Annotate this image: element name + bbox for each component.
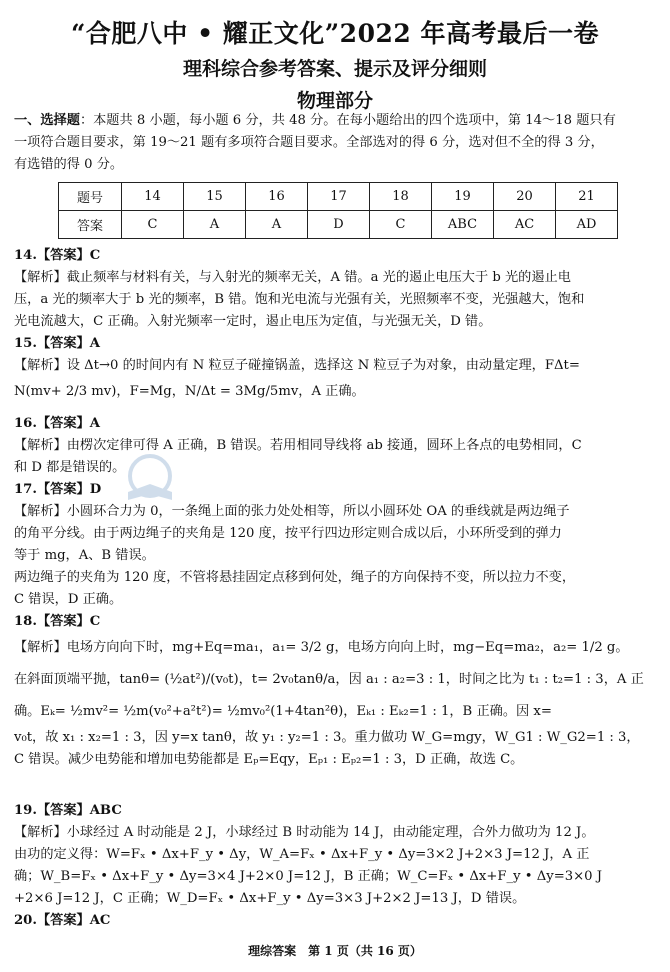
table-cell: 17 <box>308 183 370 211</box>
explanation-line: 和 D 都是错误的。 <box>14 460 126 475</box>
explanation-line: N(mv+ 2/3 mv)，F=Mg，N/Δt = 3Mg/5mv，A 正确。 <box>14 384 365 399</box>
table-cell: 14 <box>122 183 184 211</box>
answer-line: 14.【答案】C <box>14 248 101 263</box>
question-14 <box>14 245 659 333</box>
answer-table <box>58 182 618 239</box>
table-cell: C <box>370 211 432 239</box>
part1-text-3: 有选错的得 0 分。 <box>14 157 124 172</box>
table-cell: 15 <box>184 183 246 211</box>
explanation-line: 光电流越大，C 正确。入射光频率一定时，遏止电压为定值，与光强无关，D 错。 <box>14 314 492 329</box>
explanation-line: +2×6 J=12 J，C 正确；W_D=Fₓ • Δx+F_y • Δy=3×3 J+2×2 J=13 J，D 错误。 <box>14 891 526 906</box>
answer-line: 17.【答案】D <box>14 482 102 497</box>
table-row-label: 答案 <box>59 211 122 239</box>
table-cell: 16 <box>246 183 308 211</box>
answer-line: 19.【答案】ABC <box>14 803 122 818</box>
table-cell: 21 <box>556 183 618 211</box>
table-row <box>59 183 618 211</box>
table-cell: 18 <box>370 183 432 211</box>
explanation-line: 等于 mg，A、B 错误。 <box>14 548 155 563</box>
explanation-line: 【解析】小球经过 A 时动能是 2 J，小球经过 B 时动能为 14 J，由动能定理，合外力做功为 12 J。 <box>14 825 595 840</box>
answer-line: 20.【答案】AC <box>14 913 111 928</box>
explanation-line: 在斜面顶端平抛，tanθ= (½at²)/(v₀t)，t= 2v₀tanθ/a，因 a₁ : a₂=3 : 1，时间之比为 t₁ : t₂=1 : 3，A 正 <box>14 672 644 687</box>
answer-line: 18.【答案】C <box>14 614 101 629</box>
explanation-line: C 错误，D 正确。 <box>14 592 123 607</box>
question-19 <box>14 800 659 910</box>
part1-text-2: 一项符合题目要求，第 19～21 题有多项符合题目要求。全部选对的得 6 分，选对但不全的得 3 分， <box>14 135 604 150</box>
table-row-label: 题号 <box>59 183 122 211</box>
answer-line: 16.【答案】A <box>14 416 100 431</box>
table-cell: A <box>246 211 308 239</box>
explanation-line: 确。Eₖ= ½mv²= ½m(v₀²+a²t²)= ½mv₀²(1+4tan²θ)，Eₖ₁ : Eₖ₂=1 : 1，B 正确。因 x= <box>14 704 552 719</box>
part1-text-1: ：本题共 8 小题，每小题 6 分，共 48 分。在每小题给出的四个选项中，第 14～18 题只有 <box>79 113 616 128</box>
table-cell: ABC <box>432 211 494 239</box>
page-footer: 理综答案 第 1 页（共 16 页） <box>248 944 422 958</box>
exam-title: “合肥八中 • 耀正文化”2022 年高考最后一卷 <box>71 19 599 48</box>
answer-line: 15.【答案】A <box>14 336 100 351</box>
table-row <box>59 211 618 239</box>
explanation-line: 由功的定义得：W=Fₓ • Δx+F_y • Δy，W_A=Fₓ • Δx+F_y • Δy=3×2 J+2×3 J=12 J，A 正 <box>14 847 590 862</box>
question-16 <box>14 413 659 479</box>
table-cell: AD <box>556 211 618 239</box>
section-title: 物理部分 <box>296 90 373 112</box>
table-cell: 20 <box>494 183 556 211</box>
exam-subtitle: 理科综合参考答案、提示及评分细则 <box>182 58 487 80</box>
explanation-line: 【解析】电场方向向下时，mg+Eq=ma₁，a₁= 3/2 g，电场方向向上时，mg−Eq=ma₂，a₂= 1/2 g。 <box>14 640 629 655</box>
table-cell: D <box>308 211 370 239</box>
explanation-line: 【解析】由楞次定律可得 A 正确，B 错误。若用相同导线将 ab 接通，圆环上各点的电势相同，C <box>14 438 582 453</box>
question-15 <box>14 333 659 407</box>
explanation-line: 【解析】设 Δt→0 的时间内有 N 粒豆子碰撞锅盖，选择这 N 粒豆子为对象，由动量定理，FΔt= <box>14 358 580 373</box>
part1-instructions <box>14 110 659 176</box>
explanation-line: v₀t，故 x₁ : x₂=1 : 3，因 y=x tanθ，故 y₁ : y₂=1 : 3。重力做功 W_G=mgy，W_G1 : W_G2=1 : 3， <box>14 730 640 745</box>
explanation-line: C 错误。减少电势能和增加电势能都是 Eₚ=Eqy，Eₚ₁ : Eₚ₂=1 : 3，D 正确，故选 C。 <box>14 752 524 767</box>
part1-heading: 一、选择题 <box>14 113 80 128</box>
question-20 <box>14 910 659 932</box>
table-cell: AC <box>494 211 556 239</box>
explanation-line: 确；W_B=Fₓ • Δx+F_y • Δy=3×4 J+2×0 J=12 J，B 正确；W_C=Fₓ • Δx+F_y • Δy=3×0 J <box>14 869 603 884</box>
explanation-line: 【解析】小圆环合力为 0，一条绳上面的张力处处相等，所以小圆环处 OA 的垂线就是两边绳子 <box>14 504 570 519</box>
explanation-line: 两边绳子的夹角为 120 度，不管将悬挂固定点移到何处，绳子的方向保持不变，所以拉力不变， <box>14 570 576 585</box>
table-cell: C <box>122 211 184 239</box>
table-cell: 19 <box>432 183 494 211</box>
table-cell: A <box>184 211 246 239</box>
question-17 <box>14 479 659 611</box>
explanation-line: 的角平分线。由于两边绳子的夹角是 120 度，按平行四边形定则合成以后，小环所受到的弹力 <box>14 526 562 541</box>
question-18 <box>14 611 659 771</box>
explanation-line: 压，a 光的频率大于 b 光的频率，B 错。饱和光电流与光强有关，光照频率不变，光强越大，饱和 <box>14 292 585 307</box>
explanation-line: 【解析】截止频率与材料有关，与入射光的频率无关，A 错。a 光的遏止电压大于 b 光的遏止电 <box>14 270 571 285</box>
